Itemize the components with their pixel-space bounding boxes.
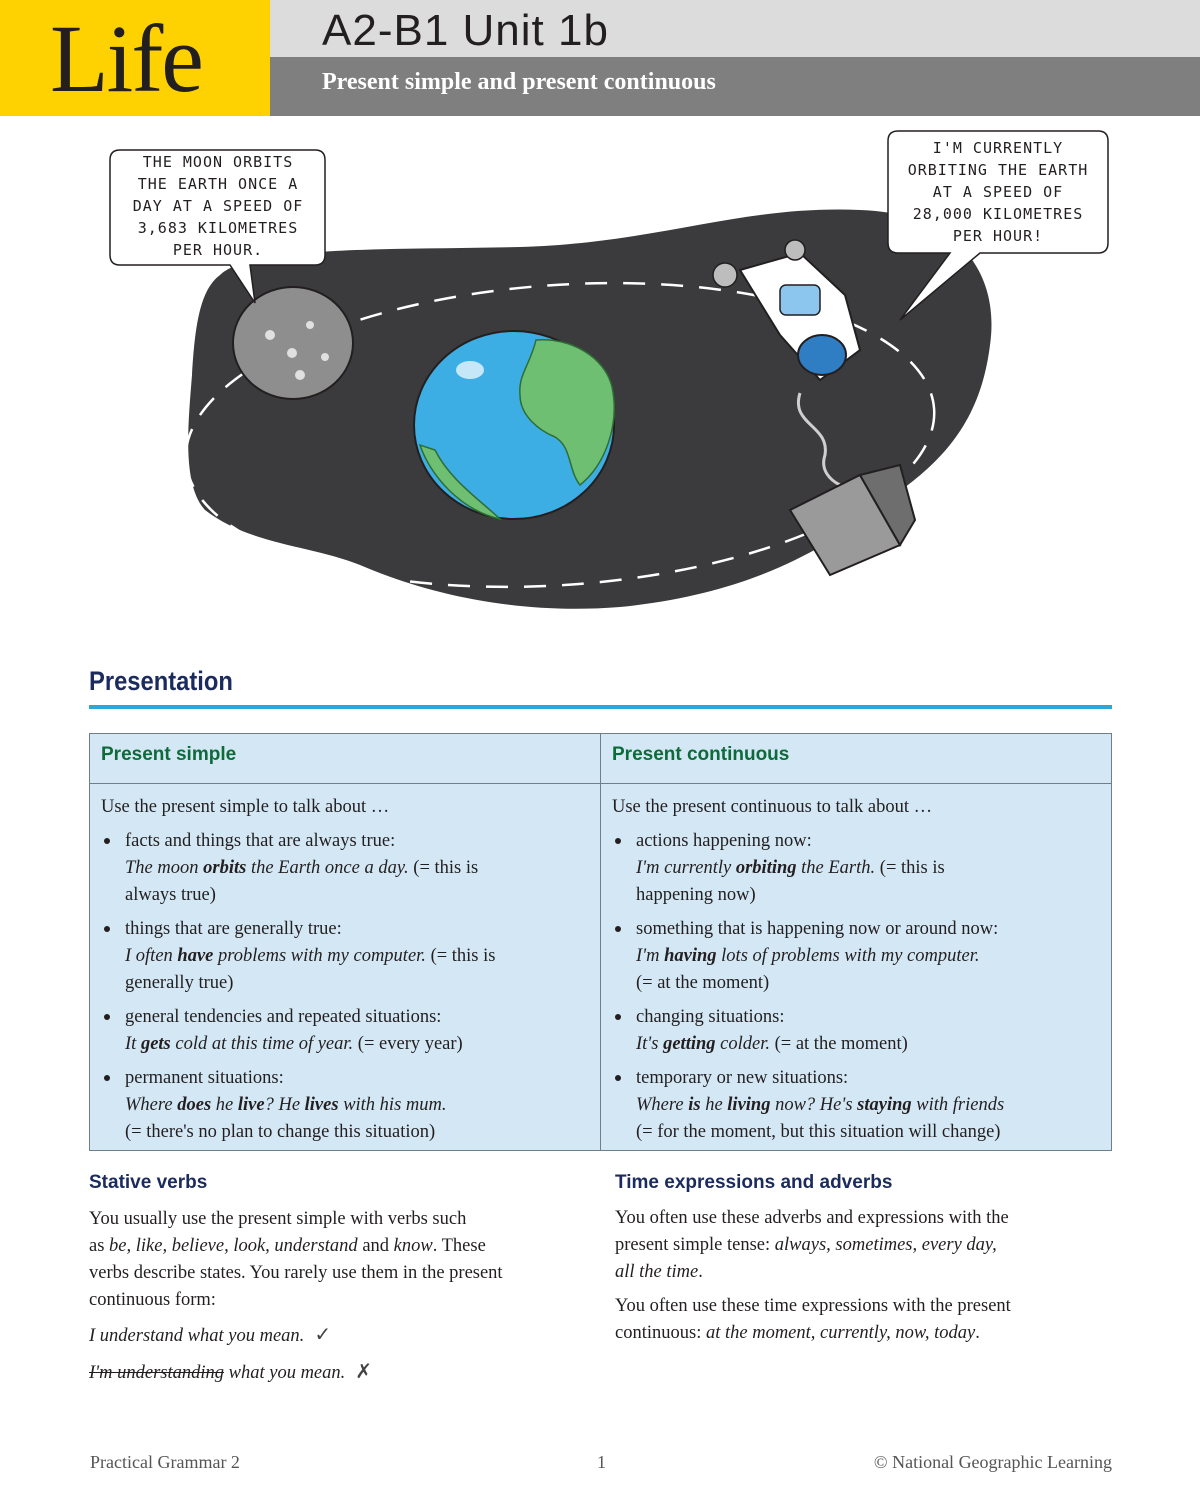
present-continuous-body bbox=[612, 794, 1102, 1153]
bullet-example bbox=[636, 855, 1102, 882]
paragraph-line: continuous form: bbox=[89, 1290, 216, 1310]
moon-bubble-line-3: DAY AT A SPEED OF bbox=[132, 197, 304, 215]
present-continuous-heading: Present continuous bbox=[612, 744, 790, 765]
list-item bbox=[101, 916, 591, 997]
moon-illustration bbox=[233, 287, 353, 399]
moon-bubble-line-2: THE EARTH ONCE A bbox=[137, 175, 299, 193]
unit-title-bar bbox=[270, 0, 1200, 57]
example-verb: lives bbox=[304, 1095, 339, 1115]
example-note: (= this is bbox=[408, 858, 479, 878]
example-note: (= this is bbox=[425, 946, 496, 966]
table-column-divider bbox=[600, 734, 601, 1150]
paragraph-text: and bbox=[357, 1236, 394, 1256]
paragraph-line: You often use these adverbs and expressions with the bbox=[615, 1208, 1009, 1228]
astronaut-speech-bubble bbox=[888, 131, 1108, 320]
astronaut-bubble-line-4: 28,000 KILOMETRES bbox=[912, 205, 1084, 223]
present-simple-heading: Present simple bbox=[101, 744, 237, 765]
paragraph-text: . These bbox=[432, 1236, 486, 1256]
adverb-list: all the time bbox=[615, 1262, 699, 1282]
example-verb: orbits bbox=[203, 858, 247, 878]
time-expressions-paragraph bbox=[615, 1205, 1115, 1347]
paragraph-line bbox=[615, 1232, 1115, 1259]
example-verb: orbiting bbox=[735, 858, 797, 878]
list-item bbox=[101, 1065, 591, 1146]
correct-example bbox=[89, 1321, 589, 1350]
time-expressions-heading: Time expressions and adverbs bbox=[615, 1172, 893, 1193]
adverb-list: always, sometimes, every day, bbox=[774, 1235, 997, 1255]
adverb-list: at the moment, currently, now, today bbox=[705, 1323, 976, 1343]
paragraph-line bbox=[89, 1233, 589, 1260]
example-verb: living bbox=[727, 1095, 771, 1115]
struck-text: I'm understanding bbox=[89, 1363, 224, 1383]
incorrect-example bbox=[89, 1358, 589, 1387]
checkmark-icon: ✓ bbox=[314, 1322, 332, 1346]
paragraph-text: continuous: bbox=[615, 1323, 706, 1343]
example-text: he bbox=[211, 1095, 238, 1115]
example-note: (= for the moment, but this situation will change) bbox=[636, 1122, 1001, 1142]
space-illustration bbox=[100, 125, 1130, 625]
example-text: the Earth once a day. bbox=[246, 858, 409, 878]
bullet-label: permanent situations: bbox=[125, 1068, 284, 1088]
list-item bbox=[101, 1004, 591, 1058]
bullet-example bbox=[125, 855, 591, 882]
astronaut-bubble-line-2: ORBITING THE EARTH bbox=[907, 161, 1089, 179]
example-note: generally true) bbox=[125, 973, 234, 993]
astronaut-bubble-line-1: I'M CURRENTLY bbox=[932, 139, 1064, 157]
example-verb: does bbox=[177, 1095, 212, 1115]
present-continuous-intro: Use the present continuous to talk about … bbox=[612, 797, 933, 817]
page-subtitle: Present simple and present continuous bbox=[322, 69, 716, 95]
example-text: colder. bbox=[715, 1034, 770, 1054]
moon-bubble-line-4: 3,683 KILOMETRES bbox=[137, 219, 299, 237]
footer-page-number: 1 bbox=[597, 1452, 606, 1472]
example-text: Where bbox=[636, 1095, 689, 1115]
example-text: It's bbox=[636, 1034, 664, 1054]
example-note: (= this is bbox=[875, 858, 945, 878]
moon-bubble-line-1: THE MOON ORBITS bbox=[142, 153, 294, 171]
example-verb: have bbox=[177, 946, 214, 966]
example-note: happening now) bbox=[636, 885, 756, 905]
example-note: (= at the moment) bbox=[769, 1034, 908, 1054]
bullet-example bbox=[636, 943, 1102, 970]
list-item bbox=[612, 1065, 1102, 1146]
example-text: Where bbox=[125, 1095, 178, 1115]
example-text: I understand what you mean. bbox=[89, 1326, 305, 1346]
stative-verbs-heading: Stative verbs bbox=[89, 1172, 208, 1193]
astronaut-bubble-line-5: PER HOUR! bbox=[952, 227, 1044, 245]
bullet-label: temporary or new situations: bbox=[636, 1068, 849, 1088]
example-text: now? He's bbox=[770, 1095, 858, 1115]
bullet-example bbox=[125, 1092, 591, 1119]
present-simple-body bbox=[101, 794, 591, 1153]
example-text: he bbox=[700, 1095, 728, 1115]
present-simple-intro: Use the present simple to talk about … bbox=[101, 797, 390, 817]
table-header-rule bbox=[90, 783, 1111, 784]
example-text: I'm bbox=[636, 946, 665, 966]
bullet-example bbox=[636, 1092, 1102, 1119]
paragraph-line: verbs describe states. You rarely use them in the present bbox=[89, 1263, 503, 1283]
example-note: (= every year) bbox=[353, 1034, 463, 1054]
bullet-label: general tendencies and repeated situations: bbox=[125, 1007, 442, 1027]
example-text: It bbox=[125, 1034, 141, 1054]
paragraph-line bbox=[615, 1259, 1115, 1286]
example-text: The moon bbox=[125, 858, 204, 878]
life-logo-box bbox=[0, 0, 270, 116]
paragraph-line: You usually use the present simple with verbs such bbox=[89, 1209, 467, 1229]
example-text: lots of problems with my computer. bbox=[716, 946, 980, 966]
bullet-example bbox=[636, 1031, 1102, 1058]
paragraph-text: present simple tense: bbox=[615, 1235, 775, 1255]
example-text: what you mean. bbox=[224, 1363, 346, 1383]
example-text: with his mum. bbox=[338, 1095, 447, 1115]
example-text: with friends bbox=[911, 1095, 1005, 1115]
earth-illustration bbox=[414, 331, 614, 519]
moon-bubble-line-5: PER HOUR. bbox=[172, 241, 264, 259]
example-text: ? He bbox=[264, 1095, 305, 1115]
paragraph-line bbox=[615, 1320, 1115, 1347]
example-note: always true) bbox=[125, 885, 216, 905]
verb-list: know bbox=[393, 1236, 433, 1256]
list-item bbox=[612, 916, 1102, 997]
example-text: I often bbox=[125, 946, 178, 966]
example-text: the Earth. bbox=[796, 858, 876, 878]
cross-icon: ✗ bbox=[355, 1359, 373, 1383]
list-item bbox=[612, 828, 1102, 909]
footer-book-title: Practical Grammar 2 bbox=[90, 1452, 240, 1472]
example-verb: gets bbox=[140, 1034, 171, 1054]
unit-title: A2-B1 Unit 1b bbox=[322, 6, 609, 55]
paragraph-text: as bbox=[89, 1236, 110, 1256]
example-text: problems with my computer. bbox=[213, 946, 426, 966]
paragraph-text: . bbox=[698, 1262, 703, 1282]
presentation-heading: Presentation bbox=[89, 666, 233, 696]
paragraph-text: . bbox=[975, 1323, 980, 1343]
example-text: cold at this time of year. bbox=[170, 1034, 354, 1054]
example-verb: getting bbox=[663, 1034, 716, 1054]
bullet-label: changing situations: bbox=[636, 1007, 785, 1027]
footer-copyright: © National Geographic Learning bbox=[873, 1452, 1112, 1472]
bullet-example bbox=[125, 943, 591, 970]
bullet-label: things that are generally true: bbox=[125, 919, 342, 939]
stative-verbs-paragraph bbox=[89, 1206, 589, 1387]
list-item bbox=[101, 828, 591, 909]
bullet-example bbox=[125, 1031, 591, 1058]
astronaut-bubble-line-3: AT A SPEED OF bbox=[932, 183, 1064, 201]
list-item bbox=[612, 1004, 1102, 1058]
bullet-label: facts and things that are always true: bbox=[125, 831, 396, 851]
example-verb: staying bbox=[857, 1095, 912, 1115]
bullet-label: actions happening now: bbox=[636, 831, 812, 851]
life-logo: Life bbox=[50, 5, 202, 112]
bullet-label: something that is happening now or around now: bbox=[636, 919, 999, 939]
grammar-comparison-table bbox=[89, 733, 1112, 1151]
presentation-rule bbox=[89, 705, 1112, 709]
example-verb: having bbox=[664, 946, 717, 966]
example-text: I'm currently bbox=[636, 858, 736, 878]
subtitle-bar bbox=[270, 57, 1200, 116]
example-note: (= there's no plan to change this situation) bbox=[125, 1122, 436, 1142]
example-verb: is bbox=[688, 1095, 701, 1115]
verb-list: be, like, believe, look, understand bbox=[109, 1236, 358, 1256]
example-note: (= at the moment) bbox=[636, 973, 770, 993]
paragraph-line: You often use these time expressions with the present bbox=[615, 1296, 1011, 1316]
example-verb: live bbox=[237, 1095, 265, 1115]
